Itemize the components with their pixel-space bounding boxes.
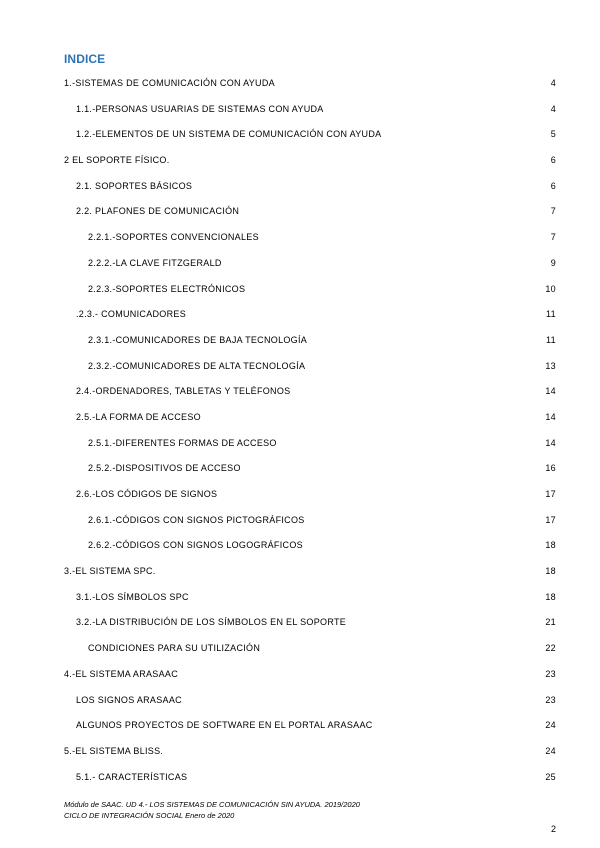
toc-entry-label: .2.3.- COMUNICADORES [76,309,187,320]
toc-entry-label: 2.2. PLAFONES DE COMUNICACIÓN [76,206,240,217]
toc-entry[interactable] [0,155,600,181]
toc-entry-label: 1.1.-PERSONAS USUARIAS DE SISTEMAS CON AYUDA [76,103,324,114]
toc-entry-page: 23 [545,694,556,705]
toc-title: INDICE [64,52,106,66]
toc-entry[interactable] [0,617,600,643]
toc-entry-page: 18 [545,591,556,602]
toc-entry-label: 2.5.2.-DISPOSITIVOS DE ACCESO [88,463,241,474]
toc-entry-label: LOS SIGNOS ARASAAC [76,694,182,705]
toc-entry-label: CONDICIONES PARA SU UTILIZACIÓN [88,643,261,654]
toc-entry-label: 2.6.2.-CÓDIGOS CON SIGNOS LOGOGRÁFICOS [88,540,303,551]
toc-entry[interactable] [0,566,600,592]
toc-entry-page: 17 [545,514,556,525]
toc-entry-page: 22 [545,643,556,654]
toc-entry-page: 25 [545,771,556,782]
toc-entry[interactable] [0,592,600,618]
footer [64,799,360,821]
toc-entry-page: 16 [545,463,556,474]
toc-entry-page: 9 [550,257,556,268]
toc-entry-label: 2.2.3.-SOPORTES ELECTRÓNICOS [88,283,246,294]
toc-entry-label: ALGUNOS PROYECTOS DE SOFTWARE EN EL PORTAL ARASAAC [76,720,373,731]
toc-entry[interactable] [0,720,600,746]
toc-entry-page: 4 [550,78,556,88]
toc-entry-page: 14 [545,437,556,448]
toc-entry-page: 23 [545,668,556,679]
toc-entry-label: 2.2.2.-LA CLAVE FITZGERALD [88,257,222,268]
toc-entry-page: 7 [550,232,556,243]
toc-entry[interactable] [0,463,600,489]
toc-entry-label: 2.3.1.-COMUNICADORES DE BAJA TECNOLOGÍA [88,334,308,345]
toc-entry-label: 1.-SISTEMAS DE COMUNICACIÓN CON AYUDA [64,78,275,88]
toc-entry-page: 24 [545,745,556,756]
toc-entry[interactable] [0,540,600,566]
toc-entry-label: 2.3.2.-COMUNICADORES DE ALTA TECNOLOGÍA [88,360,306,371]
toc-entry-page: 5 [550,129,556,140]
toc-entry-page: 4 [550,103,556,114]
toc-entry[interactable] [0,643,600,669]
toc-entry[interactable] [0,232,600,258]
toc-entry-page: 6 [550,180,556,191]
toc-entry-page: 14 [545,411,556,422]
toc-entry[interactable] [0,669,600,695]
toc-entry-page: 11 [546,309,556,320]
toc-entry-label: 2.2.1.-SOPORTES CONVENCIONALES [88,232,259,243]
toc-entry-label: 2.6.-LOS CÓDIGOS DE SIGNOS [76,489,218,499]
toc-entry-page: 17 [545,489,556,499]
toc-entry-page: 14 [545,386,556,397]
toc-entry-label: 2.5.-LA FORMA DE ACCESO [76,411,201,422]
toc-entry-page: 7 [550,206,556,217]
toc-entry-label: 1.2.-ELEMENTOS DE UN SISTEMA DE COMUNICACIÓN CON AYUDA [76,129,382,140]
toc-entry-label: 2.4.-ORDENADORES, TABLETAS Y TELÉFONOS [76,386,291,397]
toc-entry[interactable] [0,335,600,361]
toc-entry-label: 5.-EL SISTEMA BLISS. [64,745,164,756]
toc-entry-page: 18 [545,566,556,577]
toc-entry-page: 24 [545,720,556,731]
page-number: 2 [550,824,556,834]
toc-entry[interactable] [0,78,600,104]
toc-entry[interactable] [0,746,600,772]
toc-entry-label: 5.1.- CARACTERÍSTICAS [76,771,188,782]
toc-entry[interactable] [0,695,600,721]
toc-entry[interactable] [0,386,600,412]
toc-entry[interactable] [0,489,600,515]
toc-entry-label: 3.-EL SISTEMA SPC. [64,566,156,577]
toc-entry[interactable] [0,206,600,232]
toc-entry-label: 3.1.-LOS SÍMBOLOS SPC [76,591,189,602]
toc-entry-label: 2.5.1.-DIFERENTES FORMAS DE ACCESO [88,437,277,448]
toc-entry-label: 2.6.1.-CÓDIGOS CON SIGNOS PICTOGRÁFICOS [88,514,305,525]
toc-entry-page: 6 [550,155,556,166]
footer-line-1: Módulo de SAAC. UD 4.- LOS SISTEMAS DE COMUNICACIÓN SIN AYUDA. 2019/2020 [64,800,360,809]
toc-entry[interactable] [0,515,600,541]
toc-entry[interactable] [0,104,600,130]
toc-entry-label: 2.1. SOPORTES BÁSICOS [76,180,193,191]
toc-entry[interactable] [0,772,600,798]
toc-entry[interactable] [0,438,600,464]
toc-entry-label: 4.-EL SISTEMA ARASAAC [64,668,179,679]
toc-entry-label: 2 EL SOPORTE FÍSICO. [64,155,170,166]
footer-line-2: CICLO DE INTEGRACIÓN SOCIAL Enero de 2020 [64,811,235,820]
toc-entry-page: 18 [545,540,556,551]
toc-entry[interactable] [0,284,600,310]
toc-entry[interactable] [0,181,600,207]
toc-entry-page: 21 [545,617,556,628]
toc-entry[interactable] [0,361,600,387]
toc-entry[interactable] [0,129,600,155]
toc-entry-page: 10 [545,283,556,294]
toc-entry[interactable] [0,258,600,284]
toc-entry-page: 13 [545,360,556,371]
toc-entry-label: 3.2.-LA DISTRIBUCIÓN DE LOS SÍMBOLOS EN EL SOPORTE [76,617,347,628]
toc-entry[interactable] [0,309,600,335]
toc-entry[interactable] [0,412,600,438]
toc-entry-page: 11 [546,334,556,345]
toc-list [0,78,600,797]
